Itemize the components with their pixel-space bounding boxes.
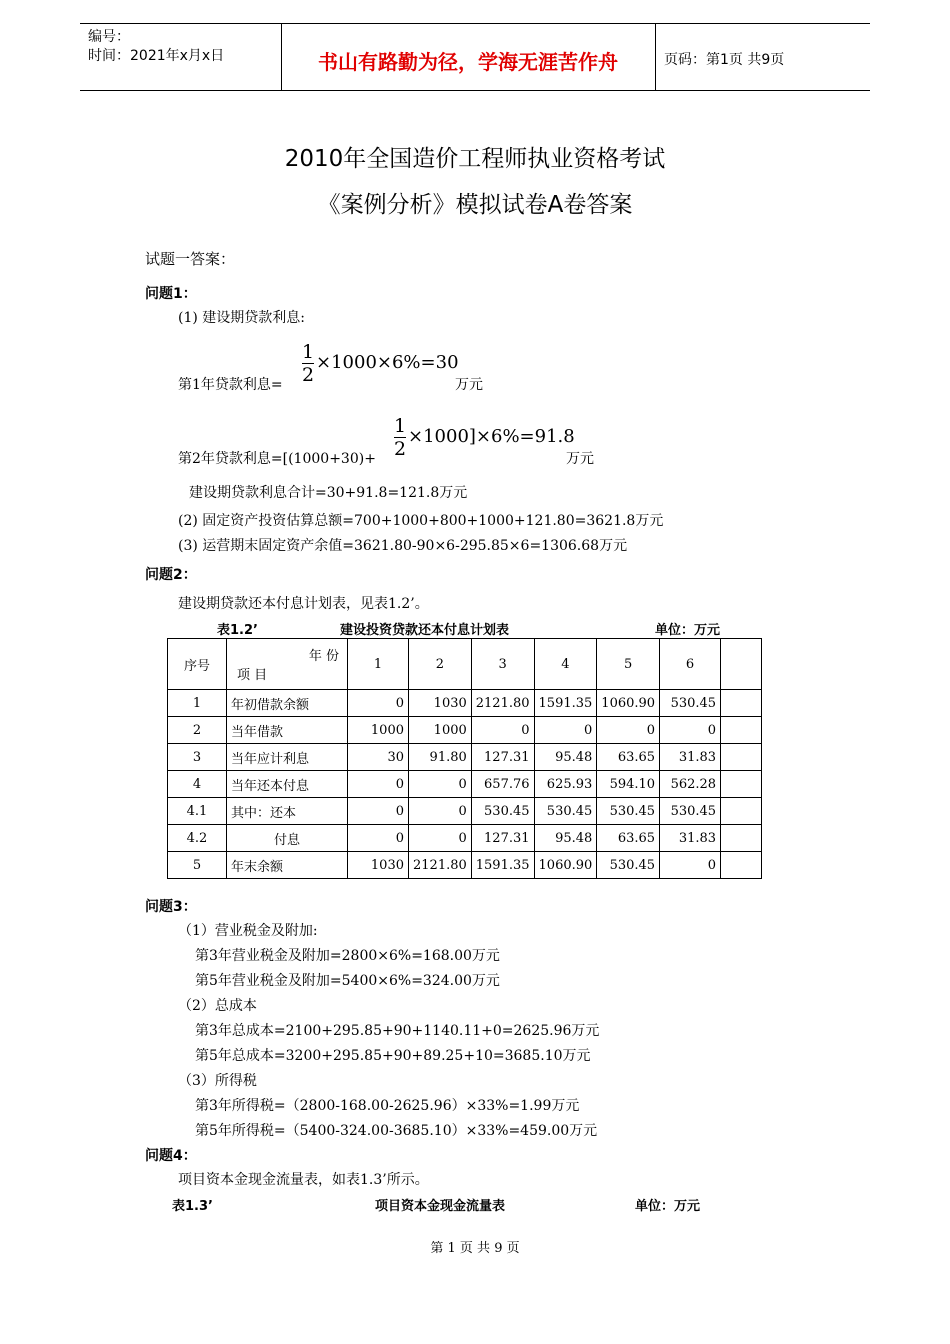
- row-value: 31.83: [660, 825, 721, 852]
- q3-section-3: （3）所得税: [178, 1073, 257, 1089]
- row-value: 0: [348, 798, 409, 825]
- row-value: 1060.90: [534, 852, 597, 879]
- row-seq: 4.1: [168, 798, 227, 825]
- table-row: [168, 771, 762, 798]
- row-value: 657.76: [471, 771, 534, 798]
- q1-interest-total: 建设期贷款利息合计=30+91.8=121.8万元: [189, 485, 468, 501]
- table-1-3-title: 项目资本金现金流量表: [375, 1199, 506, 1214]
- q1-year1-expression: ×1000×6%=30: [316, 352, 459, 373]
- row-seq: 1: [168, 690, 227, 717]
- document-time: 时间：2021年x月x日: [88, 48, 225, 64]
- row-seq: 2: [168, 717, 227, 744]
- empty-cell: [721, 852, 762, 879]
- q1-item-3: (3) 运营期末固定资产余值=3621.80-90×6-295.85×6=1306.68万元: [178, 538, 628, 554]
- question-3-label: 问题3：: [145, 899, 197, 915]
- q3-section-2a: 第3年总成本=2100+295.85+90+1140.11+0=2625.96万元: [195, 1023, 600, 1039]
- row-value: 0: [660, 852, 721, 879]
- q3-section-2: （2）总成本: [178, 998, 257, 1014]
- header-item: 项 目: [237, 668, 268, 683]
- row-value: 0: [597, 717, 660, 744]
- row-value: 0: [660, 717, 721, 744]
- row-value: 2121.80: [471, 690, 534, 717]
- row-item: 当年还本付息: [227, 771, 348, 798]
- empty-cell: [721, 798, 762, 825]
- row-value: 30: [348, 744, 409, 771]
- row-item: 年末余额: [227, 852, 348, 879]
- year-header: 5: [597, 639, 660, 690]
- row-value: 530.45: [471, 798, 534, 825]
- q3-section-1b: 第5年营业税金及附加=5400×6%=324.00万元: [195, 973, 500, 989]
- row-value: 91.80: [409, 744, 472, 771]
- row-value: 127.31: [471, 744, 534, 771]
- row-value: 530.45: [597, 798, 660, 825]
- row-value: 63.65: [597, 825, 660, 852]
- row-value: 594.10: [597, 771, 660, 798]
- empty-header-cell: [721, 639, 762, 690]
- question-1-label: 问题1：: [145, 286, 197, 302]
- table-1-2-caption: 表1.2’: [217, 623, 258, 638]
- row-item: 年初借款余额: [227, 690, 348, 717]
- q1-year2-unit: 万元: [566, 451, 594, 467]
- loan-repayment-table: [167, 638, 762, 879]
- table-1-2-title: 建设投资贷款还本付息计划表: [340, 623, 510, 638]
- row-value: 1030: [348, 852, 409, 879]
- row-value: 530.45: [660, 798, 721, 825]
- page-footer: 第 1 页 共 9 页: [430, 1241, 520, 1256]
- q1-year2-numerator: 1: [393, 415, 407, 437]
- document-number-label: 编号：: [88, 29, 130, 45]
- q1-item-2: (2) 固定资产投资估算总额=700+1000+800+1000+121.80=3621.8万元: [178, 513, 664, 529]
- row-value: 0: [534, 717, 597, 744]
- row-value: 95.48: [534, 825, 597, 852]
- row-seq: 5: [168, 852, 227, 879]
- q1-item-1: (1) 建设期贷款利息:: [178, 310, 305, 326]
- row-value: 530.45: [660, 690, 721, 717]
- header-year: 年 份: [308, 649, 339, 664]
- question-4-label: 问题4：: [145, 1148, 197, 1164]
- header-year-item: [227, 639, 348, 690]
- table-header-row: [168, 639, 762, 690]
- q3-section-2b: 第5年总成本=3200+295.85+90+89.25+10=3685.10万元: [195, 1048, 591, 1064]
- empty-cell: [721, 690, 762, 717]
- year-header: 6: [660, 639, 721, 690]
- row-value: 127.31: [471, 825, 534, 852]
- table-1-2-unit: 单位：万元: [655, 623, 721, 638]
- q1-year1-unit: 万元: [455, 377, 483, 393]
- row-item: 付息: [227, 825, 348, 852]
- row-seq: 4: [168, 771, 227, 798]
- row-value: 0: [409, 825, 472, 852]
- empty-cell: [721, 717, 762, 744]
- row-value: 1591.35: [534, 690, 597, 717]
- table-row: [168, 690, 762, 717]
- empty-cell: [721, 744, 762, 771]
- header-motto: 书山有路勤为径，学海无涯苦作舟: [318, 50, 618, 74]
- section-heading: 试题一答案：: [145, 250, 236, 268]
- row-item: 当年应计利息: [227, 744, 348, 771]
- row-value: 1000: [409, 717, 472, 744]
- row-item: 其中：还本: [227, 798, 348, 825]
- row-seq: 4.2: [168, 825, 227, 852]
- row-value: 95.48: [534, 744, 597, 771]
- q1-year1-denominator: 2: [301, 364, 315, 386]
- q1-year1-prefix: 第1年贷款利息=: [178, 377, 283, 393]
- row-value: 0: [348, 690, 409, 717]
- row-value: 530.45: [597, 852, 660, 879]
- row-value: 1060.90: [597, 690, 660, 717]
- empty-cell: [721, 825, 762, 852]
- table-row: [168, 744, 762, 771]
- empty-cell: [721, 771, 762, 798]
- row-value: 0: [348, 771, 409, 798]
- row-value: 0: [471, 717, 534, 744]
- row-value: 2121.80: [409, 852, 472, 879]
- row-value: 63.65: [597, 744, 660, 771]
- table-1-3-unit: 单位：万元: [635, 1199, 701, 1214]
- table-row: [168, 798, 762, 825]
- row-value: 0: [409, 798, 472, 825]
- table-row: [168, 717, 762, 744]
- q3-section-3b: 第5年所得税=（5400-324.00-3685.10）×33%=459.00万元: [195, 1123, 598, 1139]
- q1-year1-numerator: 1: [301, 341, 315, 363]
- year-header: 1: [348, 639, 409, 690]
- q4-text: 项目资本金现金流量表，如表1.3’所示。: [178, 1172, 429, 1188]
- year-header: 3: [471, 639, 534, 690]
- row-value: 0: [409, 771, 472, 798]
- q3-section-1: （1）营业税金及附加:: [178, 923, 318, 939]
- q2-text: 建设期贷款还本付息计划表，见表1.2’。: [178, 596, 429, 612]
- row-value: 1000: [348, 717, 409, 744]
- question-2-label: 问题2：: [145, 567, 197, 583]
- page-subtitle: 《案例分析》模拟试卷A卷答案: [317, 192, 633, 218]
- row-item: 当年借款: [227, 717, 348, 744]
- table-row: [168, 852, 762, 879]
- q3-section-3a: 第3年所得税=（2800-168.00-2625.96）×33%=1.99万元: [195, 1098, 580, 1114]
- q1-year2-expression: ×1000]×6%=91.8: [408, 426, 575, 447]
- q3-section-1a: 第3年营业税金及附加=2800×6%=168.00万元: [195, 948, 500, 964]
- row-value: 0: [348, 825, 409, 852]
- header-page-info: 页码：第1页 共9页: [664, 52, 785, 68]
- row-value: 1591.35: [471, 852, 534, 879]
- header-seq: 序号: [168, 639, 227, 690]
- row-value: 625.93: [534, 771, 597, 798]
- q1-year2-prefix: 第2年贷款利息=[(1000+30)+: [178, 451, 376, 467]
- year-header: 2: [409, 639, 472, 690]
- table-1-3-caption: 表1.3’: [172, 1199, 213, 1214]
- row-value: 31.83: [660, 744, 721, 771]
- table-row: [168, 825, 762, 852]
- row-value: 1030: [409, 690, 472, 717]
- q1-year2-denominator: 2: [393, 438, 407, 460]
- row-value: 562.28: [660, 771, 721, 798]
- row-seq: 3: [168, 744, 227, 771]
- year-header: 4: [534, 639, 597, 690]
- page-title: 2010年全国造价工程师执业资格考试: [284, 146, 666, 172]
- row-value: 530.45: [534, 798, 597, 825]
